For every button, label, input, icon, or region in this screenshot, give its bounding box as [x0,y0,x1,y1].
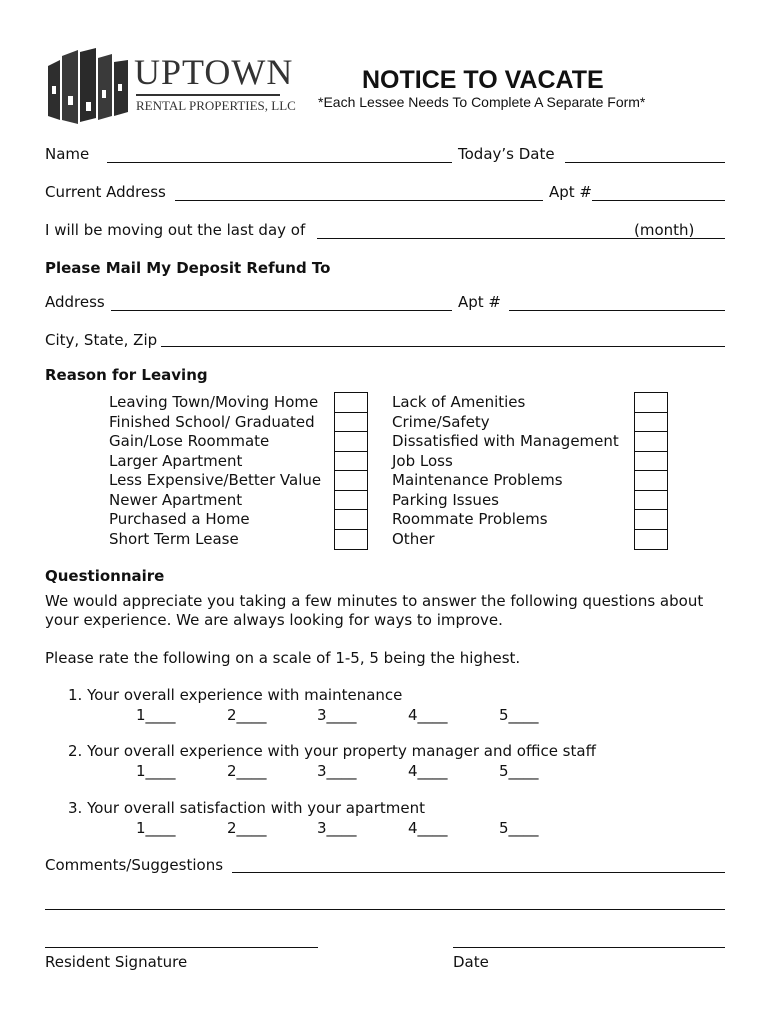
reason-checkbox[interactable] [335,471,367,491]
questionnaire-heading: Questionnaire [45,567,165,585]
page-subtitle: *Each Lessee Needs To Complete A Separate Form* [318,94,646,110]
rating-option[interactable]: 1____ [136,819,176,837]
rating-option[interactable]: 1____ [136,706,176,724]
scale-note: Please rate the following on a scale of 1-5, 5 being the highest. [45,649,521,667]
resident-signature-label: Resident Signature [45,953,188,971]
logo-name: UPTOWN [134,52,294,92]
reason-heading: Reason for Leaving [45,366,208,384]
name-label: Name [45,145,90,163]
month-label: (month) [634,221,695,239]
company-logo [44,46,296,130]
mail-refund-heading: Please Mail My Deposit Refund To [45,259,331,277]
rating-option[interactable]: 4____ [408,819,448,837]
questionnaire-intro-2: your experience. We are always looking for ways to improve. [45,611,503,629]
city-state-zip-field[interactable] [161,346,725,347]
date-label: Date [453,953,489,971]
reason-item: Parking Issues [392,490,499,509]
rating-option[interactable]: 2____ [227,706,267,724]
reason-checkbox[interactable] [335,413,367,433]
rating-option[interactable]: 2____ [227,762,267,780]
reason-item: Leaving Town/Moving Home [109,393,319,411]
rating-option[interactable]: 5____ [499,706,539,724]
rating-option[interactable]: 2____ [227,819,267,837]
moving-out-label: I will be moving out the last day of [45,221,306,239]
reason-item: Purchased a Home [109,510,250,528]
current-address-label: Current Address [45,183,166,201]
reason-checkbox[interactable] [335,530,367,550]
question-2: 2. Your overall experience with your property manager and office staff [68,742,596,760]
todays-date-field[interactable] [565,162,725,163]
question-1: 1. Your overall experience with maintenance [68,686,403,704]
comments-field-1[interactable] [232,872,725,873]
refund-address-label: Address [45,293,105,311]
reason-checkbox[interactable] [635,393,667,413]
reasons-right-checkboxes [634,392,668,550]
reason-checkbox[interactable] [635,413,667,433]
date-line[interactable] [453,947,725,948]
reason-item: Less Expensive/Better Value [109,471,322,489]
apt-label: Apt # [549,183,593,201]
reason-checkbox[interactable] [335,510,367,530]
reason-item: Gain/Lose Roommate [109,432,270,450]
reason-item: Crime/Safety [392,412,490,431]
rating-option[interactable]: 4____ [408,706,448,724]
reason-checkbox[interactable] [335,452,367,472]
reasons-left-checkboxes [334,392,368,550]
rating-option[interactable]: 5____ [499,819,539,837]
comments-label: Comments/Suggestions [45,856,224,874]
rating-option[interactable]: 3____ [317,819,357,837]
refund-apt-field[interactable] [509,310,725,311]
page-title: NOTICE TO VACATE [362,66,604,94]
reason-item: Other [392,529,435,548]
refund-apt-label: Apt # [458,293,502,311]
refund-address-field[interactable] [111,310,452,311]
reason-checkbox[interactable] [635,452,667,472]
reason-checkbox[interactable] [635,491,667,511]
reason-item: Newer Apartment [109,490,243,509]
rating-option[interactable]: 4____ [408,762,448,780]
reason-item: Dissatisfied with Management [392,432,619,450]
name-field[interactable] [107,162,452,163]
question-3: 3. Your overall satisfaction with your apartment [68,799,425,817]
reason-checkbox[interactable] [635,471,667,491]
rating-option[interactable]: 1____ [136,762,176,780]
reason-item: Roommate Problems [392,510,548,528]
reason-item: Larger Apartment [109,451,243,470]
reason-item: Lack of Amenities [392,393,526,411]
questionnaire-intro-1: We would appreciate you taking a few minutes to answer the following questions about [45,592,704,610]
city-state-zip-label: City, State, Zip [45,331,158,349]
reason-checkbox[interactable] [335,393,367,413]
reason-checkbox[interactable] [635,510,667,530]
rating-option[interactable]: 3____ [317,762,357,780]
comments-field-2[interactable] [45,909,725,910]
reason-item: Finished School/ Graduated [109,412,315,431]
reason-checkbox[interactable] [635,432,667,452]
current-address-field[interactable] [175,200,543,201]
logo-divider [136,94,280,96]
reasons-left-list [109,393,321,549]
reason-checkbox[interactable] [335,491,367,511]
reason-checkbox[interactable] [335,432,367,452]
reason-item: Maintenance Problems [392,471,563,489]
reason-item: Short Term Lease [109,529,239,548]
logo-tagline: RENTAL PROPERTIES, LLC [136,98,296,113]
apt-field[interactable] [592,200,725,201]
reasons-right-list [392,393,619,549]
rating-option[interactable]: 5____ [499,762,539,780]
signature-line[interactable] [45,947,318,948]
buildings-logo-icon [44,46,130,126]
todays-date-label: Today’s Date [458,145,555,163]
reason-item: Job Loss [392,451,453,470]
rating-option[interactable]: 3____ [317,706,357,724]
reason-checkbox[interactable] [635,530,667,550]
